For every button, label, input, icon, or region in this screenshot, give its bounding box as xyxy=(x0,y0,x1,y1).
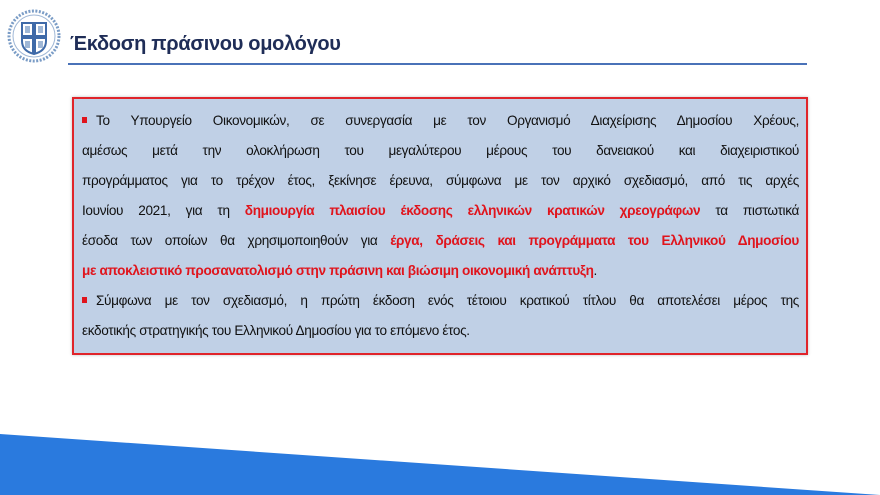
text: αμέσως μετά την ολοκλήρωση του μεγαλύτερου μέρους του δανειακού και διαχειριστικού xyxy=(82,143,799,158)
text: Ιουνίου 2021, για τη xyxy=(82,203,245,218)
text: προγράμματος για το τρέχον έτος, ξεκίνησε έρευνα, σύμφωνα με τον αρχικό σχεδιασμό, από τις αρχές xyxy=(82,173,799,188)
highlighted-text: δημιουργία πλαισίου έκδοσης ελληνικών κρατικών χρεογράφων xyxy=(244,203,701,218)
highlighted-text: έργα, δράσεις και προγράμματα του Ελληνικού Δημοσίου xyxy=(390,233,799,248)
page-title: Έκδοση πράσινου ομολόγου xyxy=(70,33,341,55)
text: Σύμφωνα με τον σχεδιασμό, η πρώτη έκδοση ενός τέτοιου κρατικού τίτλου θα αποτελέσει μέρος της xyxy=(96,293,799,308)
text: τα πιστωτικά xyxy=(700,203,799,218)
text: έσοδα των οποίων θα χρησιμοποιηθούν για xyxy=(82,233,391,248)
text: Το Υπουργείο Οικονομικών, σε συνεργασία με τον Οργανισμό Διαχείρισης Δημοσίου Χρέους, xyxy=(96,113,799,128)
text: εκδοτικής στρατηγικής του Ελληνικού Δημοσίου για το επόμενο έτος. xyxy=(82,323,470,338)
highlighted-text: με αποκλειστικό προσανατολισμό στην πράσινη και βιώσιμη οικονομική ανάπτυξη xyxy=(82,263,594,278)
text: . xyxy=(593,263,597,278)
